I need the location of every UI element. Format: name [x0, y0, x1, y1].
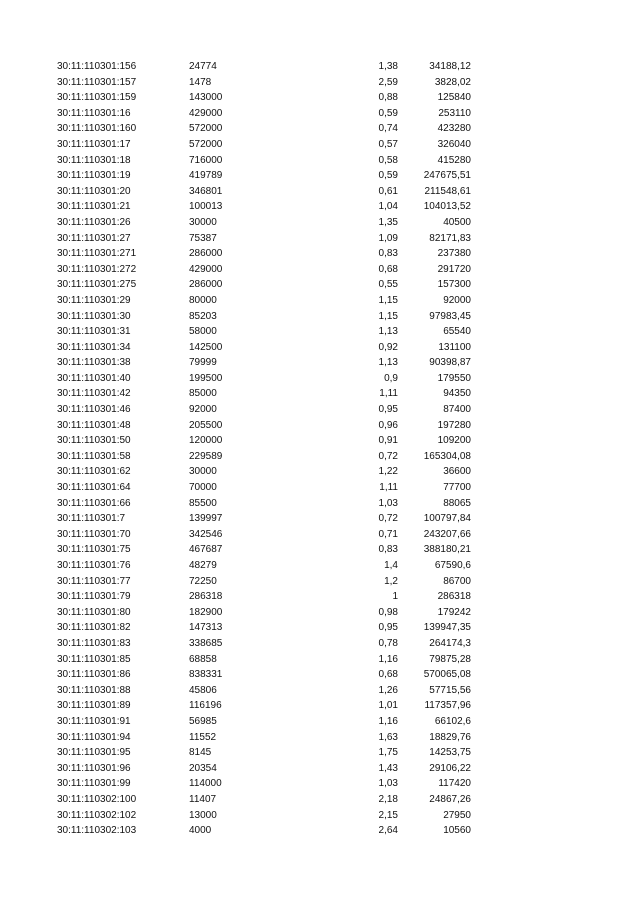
- cadastral-number-cell: 30:11:110301:27: [57, 232, 131, 244]
- table-row: [0, 698, 640, 714]
- coefficient-cell: 2,59: [378, 76, 398, 88]
- quantity-cell: 139997: [189, 513, 223, 525]
- amount-cell: 131100: [438, 341, 471, 353]
- cadastral-number-cell: 30:11:110301:95: [57, 747, 131, 759]
- amount-cell: 65540: [443, 326, 471, 338]
- table-row: [0, 574, 640, 590]
- coefficient-cell: 1,16: [378, 715, 398, 727]
- coefficient-cell: 1,01: [378, 700, 398, 712]
- quantity-cell: 68858: [189, 653, 217, 665]
- cadastral-number-cell: 30:11:110301:94: [57, 731, 131, 743]
- coefficient-cell: 0,59: [378, 170, 398, 182]
- quantity-cell: 13000: [189, 809, 217, 821]
- table-row: [0, 620, 640, 636]
- coefficient-cell: 0,91: [378, 435, 398, 447]
- coefficient-cell: 0,72: [378, 513, 398, 525]
- cadastral-number-cell: 30:11:110301:50: [57, 435, 131, 447]
- table-row: [0, 542, 640, 558]
- quantity-cell: 75387: [189, 232, 217, 244]
- coefficient-cell: 0,92: [378, 341, 398, 353]
- table-row: [0, 605, 640, 621]
- coefficient-cell: 2,15: [378, 809, 398, 821]
- cadastral-number-cell: 30:11:110301:7: [57, 513, 126, 525]
- amount-cell: 117357,96: [424, 700, 471, 712]
- quantity-cell: 346801: [189, 185, 223, 197]
- table-row: [0, 355, 640, 371]
- amount-cell: 97983,45: [429, 310, 471, 322]
- cadastral-number-cell: 30:11:110301:156: [57, 61, 137, 72]
- coefficient-cell: 1,04: [378, 201, 398, 213]
- quantity-cell: 143000: [189, 92, 223, 104]
- table-row: [0, 667, 640, 683]
- amount-cell: 157300: [437, 279, 471, 291]
- amount-cell: 264174,3: [429, 637, 471, 649]
- cadastral-number-cell: 30:11:110302:102: [57, 809, 137, 821]
- cadastral-number-cell: 30:11:110301:80: [57, 606, 131, 618]
- table-row: [0, 246, 640, 262]
- amount-cell: 82171,83: [429, 232, 471, 244]
- quantity-cell: 8145: [189, 747, 212, 759]
- cadastral-number-cell: 30:11:110301:48: [57, 419, 131, 431]
- amount-cell: 179242: [437, 606, 471, 618]
- quantity-cell: 20354: [189, 762, 217, 774]
- table-row: [0, 231, 640, 247]
- amount-cell: 117420: [438, 778, 471, 790]
- amount-cell: 24867,26: [429, 793, 471, 805]
- coefficient-cell: 2,64: [378, 825, 398, 837]
- cadastral-number-cell: 30:11:110301:58: [57, 450, 131, 462]
- cadastral-number-cell: 30:11:110301:34: [57, 341, 131, 353]
- coefficient-cell: 0,57: [378, 138, 398, 150]
- cadastral-number-cell: 30:11:110301:26: [57, 216, 131, 228]
- coefficient-cell: 0,59: [378, 107, 398, 119]
- table-row: [0, 823, 640, 839]
- table-row: [0, 106, 640, 122]
- cadastral-number-cell: 30:11:110301:66: [57, 497, 131, 509]
- cadastral-number-cell: 30:11:110301:88: [57, 684, 131, 696]
- amount-cell: 77700: [443, 482, 471, 494]
- table-row: [0, 714, 640, 730]
- amount-cell: 86700: [443, 575, 471, 587]
- amount-cell: 179550: [437, 372, 471, 384]
- coefficient-cell: 0,95: [378, 622, 398, 634]
- amount-cell: 247675,51: [423, 170, 471, 182]
- table-row: [0, 449, 640, 465]
- coefficient-cell: 0,95: [378, 404, 398, 416]
- amount-cell: 125840: [437, 92, 471, 104]
- coefficient-cell: 1,15: [378, 310, 398, 322]
- cadastral-number-cell: 30:11:110301:271: [57, 248, 137, 260]
- cadastral-number-cell: 30:11:110301:29: [57, 294, 131, 306]
- coefficient-cell: 2,18: [378, 793, 398, 805]
- table-row: [0, 371, 640, 387]
- cadastral-number-cell: 30:11:110301:275: [57, 279, 137, 291]
- coefficient-cell: 1,09: [378, 232, 398, 244]
- cadastral-number-cell: 30:11:110301:62: [57, 466, 131, 478]
- table-row: [0, 652, 640, 668]
- amount-cell: 139947,35: [423, 622, 471, 634]
- cadastral-number-cell: 30:11:110302:100: [57, 793, 137, 805]
- table-row: [0, 745, 640, 761]
- amount-cell: 211548,61: [424, 185, 471, 197]
- quantity-cell: 56985: [189, 715, 217, 727]
- quantity-cell: 572000: [189, 138, 223, 150]
- coefficient-cell: 1,22: [378, 466, 398, 478]
- coefficient-cell: 0,96: [378, 419, 398, 431]
- amount-cell: 92000: [443, 294, 471, 306]
- amount-cell: 243207,66: [423, 528, 471, 540]
- coefficient-cell: 1,63: [378, 731, 398, 743]
- quantity-cell: 79999: [189, 357, 217, 369]
- quantity-cell: 72250: [189, 575, 217, 587]
- amount-cell: 57715,56: [429, 684, 471, 696]
- amount-cell: 197280: [437, 419, 471, 431]
- quantity-cell: 205500: [189, 419, 223, 431]
- amount-cell: 10560: [443, 825, 471, 837]
- cadastral-number-cell: 30:11:110301:38: [57, 357, 131, 369]
- table-row: [0, 309, 640, 325]
- quantity-cell: 116196: [189, 700, 222, 712]
- table-row: [0, 386, 640, 402]
- table-row: [0, 636, 640, 652]
- coefficient-cell: 1,43: [378, 762, 398, 774]
- cadastral-number-cell: 30:11:110301:96: [57, 762, 131, 774]
- cadastral-number-cell: 30:11:110301:20: [57, 185, 131, 197]
- table-row: [0, 121, 640, 137]
- quantity-cell: 70000: [189, 482, 217, 494]
- cadastral-number-cell: 30:11:110301:31: [57, 326, 131, 338]
- amount-cell: 109200: [437, 435, 471, 447]
- table-row: [0, 558, 640, 574]
- quantity-cell: 120000: [189, 435, 223, 447]
- amount-cell: 34188,12: [429, 61, 471, 72]
- amount-cell: 388180,21: [423, 544, 471, 556]
- coefficient-cell: 0,83: [378, 248, 398, 260]
- quantity-cell: 838331: [189, 669, 223, 681]
- table-row: [0, 589, 640, 605]
- table-row: [0, 215, 640, 231]
- amount-cell: 570065,08: [423, 669, 471, 681]
- quantity-cell: 229589: [189, 450, 223, 462]
- table-row: [0, 293, 640, 309]
- cadastral-number-cell: 30:11:110301:18: [57, 154, 131, 166]
- cadastral-number-cell: 30:11:110301:19: [57, 170, 131, 182]
- amount-cell: 415280: [437, 154, 471, 166]
- amount-cell: 165304,08: [423, 450, 471, 462]
- amount-cell: 40500: [443, 216, 471, 228]
- coefficient-cell: 1,13: [378, 357, 398, 369]
- quantity-cell: 142500: [189, 341, 223, 353]
- amount-cell: 3828,02: [434, 76, 471, 88]
- amount-cell: 67590,6: [434, 560, 471, 571]
- coefficient-cell: 0,74: [378, 123, 398, 135]
- cadastral-number-cell: 30:11:110301:159: [57, 92, 137, 104]
- cadastral-number-cell: 30:11:110301:77: [57, 575, 131, 587]
- coefficient-cell: 1,15: [378, 294, 398, 306]
- cadastral-number-cell: 30:11:110301:16: [57, 107, 131, 119]
- cadastral-number-cell: 30:11:110301:91: [57, 715, 131, 727]
- quantity-cell: 24774: [189, 61, 217, 72]
- quantity-cell: 199500: [189, 372, 223, 384]
- cadastral-number-cell: 30:11:110301:79: [57, 591, 131, 603]
- table-row: [0, 402, 640, 418]
- amount-cell: 18829,76: [429, 731, 471, 743]
- quantity-cell: 30000: [189, 466, 217, 478]
- coefficient-cell: 1,16: [378, 653, 398, 665]
- table-row: [0, 511, 640, 527]
- table-row: [0, 480, 640, 496]
- coefficient-cell: 0,61: [378, 185, 398, 197]
- quantity-cell: 85000: [189, 388, 217, 400]
- coefficient-cell: 1,75: [378, 747, 398, 759]
- quantity-cell: 286318: [189, 591, 223, 603]
- coefficient-cell: 0,72: [378, 450, 398, 462]
- cadastral-number-cell: 30:11:110301:86: [57, 669, 131, 681]
- quantity-cell: 716000: [189, 154, 223, 166]
- coefficient-cell: 0,78: [378, 637, 398, 649]
- amount-cell: 237380: [437, 248, 471, 260]
- amount-cell: 104013,52: [423, 201, 471, 213]
- quantity-cell: 11552: [189, 731, 217, 743]
- cadastral-number-cell: 30:11:110301:17: [57, 138, 131, 150]
- coefficient-cell: 0,9: [384, 372, 398, 384]
- quantity-cell: 467687: [189, 544, 223, 556]
- coefficient-cell: 1,4: [384, 560, 398, 571]
- amount-cell: 90398,87: [429, 357, 471, 369]
- cadastral-number-cell: 30:11:110302:103: [57, 825, 137, 837]
- quantity-cell: 80000: [189, 294, 217, 306]
- quantity-cell: 114000: [189, 778, 222, 790]
- table-row: [0, 683, 640, 699]
- table-row: [0, 433, 640, 449]
- cadastral-number-cell: 30:11:110301:99: [57, 778, 131, 790]
- quantity-cell: 1478: [189, 76, 212, 88]
- coefficient-cell: 1,26: [378, 684, 398, 696]
- table-row: [0, 168, 640, 184]
- coefficient-cell: 0,88: [378, 92, 398, 104]
- data-table: [0, 59, 640, 839]
- quantity-cell: 11407: [189, 793, 217, 805]
- quantity-cell: 182900: [189, 606, 223, 618]
- cadastral-number-cell: 30:11:110301:160: [57, 123, 137, 135]
- cadastral-number-cell: 30:11:110301:82: [57, 622, 131, 634]
- cadastral-number-cell: 30:11:110301:83: [57, 637, 131, 649]
- cadastral-number-cell: 30:11:110301:272: [57, 263, 137, 275]
- table-row: [0, 137, 640, 153]
- table-row: [0, 59, 640, 75]
- table-row: [0, 761, 640, 777]
- amount-cell: 94350: [443, 388, 471, 400]
- quantity-cell: 4000: [189, 825, 212, 837]
- table-row: [0, 199, 640, 215]
- cadastral-number-cell: 30:11:110301:64: [57, 482, 131, 494]
- amount-cell: 66102,6: [434, 715, 471, 727]
- table-row: [0, 418, 640, 434]
- amount-cell: 79875,28: [429, 653, 471, 665]
- cadastral-number-cell: 30:11:110301:75: [57, 544, 131, 556]
- cadastral-number-cell: 30:11:110301:46: [57, 404, 131, 416]
- quantity-cell: 48279: [189, 560, 217, 571]
- quantity-cell: 286000: [189, 248, 223, 260]
- table-row: [0, 776, 640, 792]
- amount-cell: 29106,22: [429, 762, 471, 774]
- coefficient-cell: 1,2: [384, 575, 398, 587]
- coefficient-cell: 0,98: [378, 606, 398, 618]
- coefficient-cell: 0,55: [378, 279, 398, 291]
- table-row: [0, 340, 640, 356]
- table-row: [0, 792, 640, 808]
- cadastral-number-cell: 30:11:110301:21: [57, 201, 131, 213]
- amount-cell: 326040: [437, 138, 471, 150]
- quantity-cell: 572000: [189, 123, 223, 135]
- coefficient-cell: 0,83: [378, 544, 398, 556]
- cadastral-number-cell: 30:11:110301:70: [57, 528, 131, 540]
- table-row: [0, 184, 640, 200]
- quantity-cell: 286000: [189, 279, 223, 291]
- quantity-cell: 45806: [189, 684, 217, 696]
- coefficient-cell: 0,68: [378, 669, 398, 681]
- quantity-cell: 342546: [189, 528, 223, 540]
- table-row: [0, 464, 640, 480]
- table-row: [0, 277, 640, 293]
- cadastral-number-cell: 30:11:110301:85: [57, 653, 131, 665]
- amount-cell: 253110: [438, 107, 471, 119]
- cadastral-number-cell: 30:11:110301:157: [57, 76, 137, 88]
- amount-cell: 27950: [443, 809, 471, 821]
- coefficient-cell: 1,03: [378, 497, 398, 509]
- cadastral-number-cell: 30:11:110301:40: [57, 372, 131, 384]
- coefficient-cell: 1,11: [379, 388, 398, 400]
- amount-cell: 291720: [437, 263, 471, 275]
- coefficient-cell: 1,13: [378, 326, 398, 338]
- coefficient-cell: 1,38: [378, 61, 398, 72]
- quantity-cell: 58000: [189, 326, 217, 338]
- coefficient-cell: 0,58: [378, 154, 398, 166]
- quantity-cell: 30000: [189, 216, 217, 228]
- quantity-cell: 85500: [189, 497, 217, 509]
- quantity-cell: 147313: [189, 622, 223, 634]
- table-row: [0, 324, 640, 340]
- table-row: [0, 496, 640, 512]
- quantity-cell: 338685: [189, 637, 223, 649]
- table-row: [0, 153, 640, 169]
- coefficient-cell: 1,11: [379, 482, 398, 494]
- cadastral-number-cell: 30:11:110301:89: [57, 700, 131, 712]
- cadastral-number-cell: 30:11:110301:42: [57, 388, 131, 400]
- cadastral-number-cell: 30:11:110301:76: [57, 560, 131, 571]
- table-row: [0, 808, 640, 824]
- quantity-cell: 419789: [189, 170, 223, 182]
- quantity-cell: 429000: [189, 107, 223, 119]
- table-row: [0, 75, 640, 91]
- coefficient-cell: 1: [392, 591, 398, 603]
- table-row: [0, 527, 640, 543]
- amount-cell: 423280: [437, 123, 471, 135]
- table-row: [0, 90, 640, 106]
- quantity-cell: 92000: [189, 404, 217, 416]
- coefficient-cell: 1,35: [378, 216, 398, 228]
- coefficient-cell: 1,03: [378, 778, 398, 790]
- quantity-cell: 100013: [189, 201, 223, 213]
- table-row: [0, 730, 640, 746]
- amount-cell: 100797,84: [423, 513, 471, 525]
- quantity-cell: 429000: [189, 263, 223, 275]
- quantity-cell: 85203: [189, 310, 217, 322]
- cadastral-number-cell: 30:11:110301:30: [57, 310, 131, 322]
- amount-cell: 14253,75: [429, 747, 471, 759]
- coefficient-cell: 0,71: [378, 528, 398, 540]
- table-row: [0, 262, 640, 278]
- amount-cell: 286318: [437, 591, 471, 603]
- amount-cell: 36600: [443, 466, 471, 478]
- coefficient-cell: 0,68: [378, 263, 398, 275]
- amount-cell: 87400: [443, 404, 471, 416]
- amount-cell: 88065: [443, 497, 471, 509]
